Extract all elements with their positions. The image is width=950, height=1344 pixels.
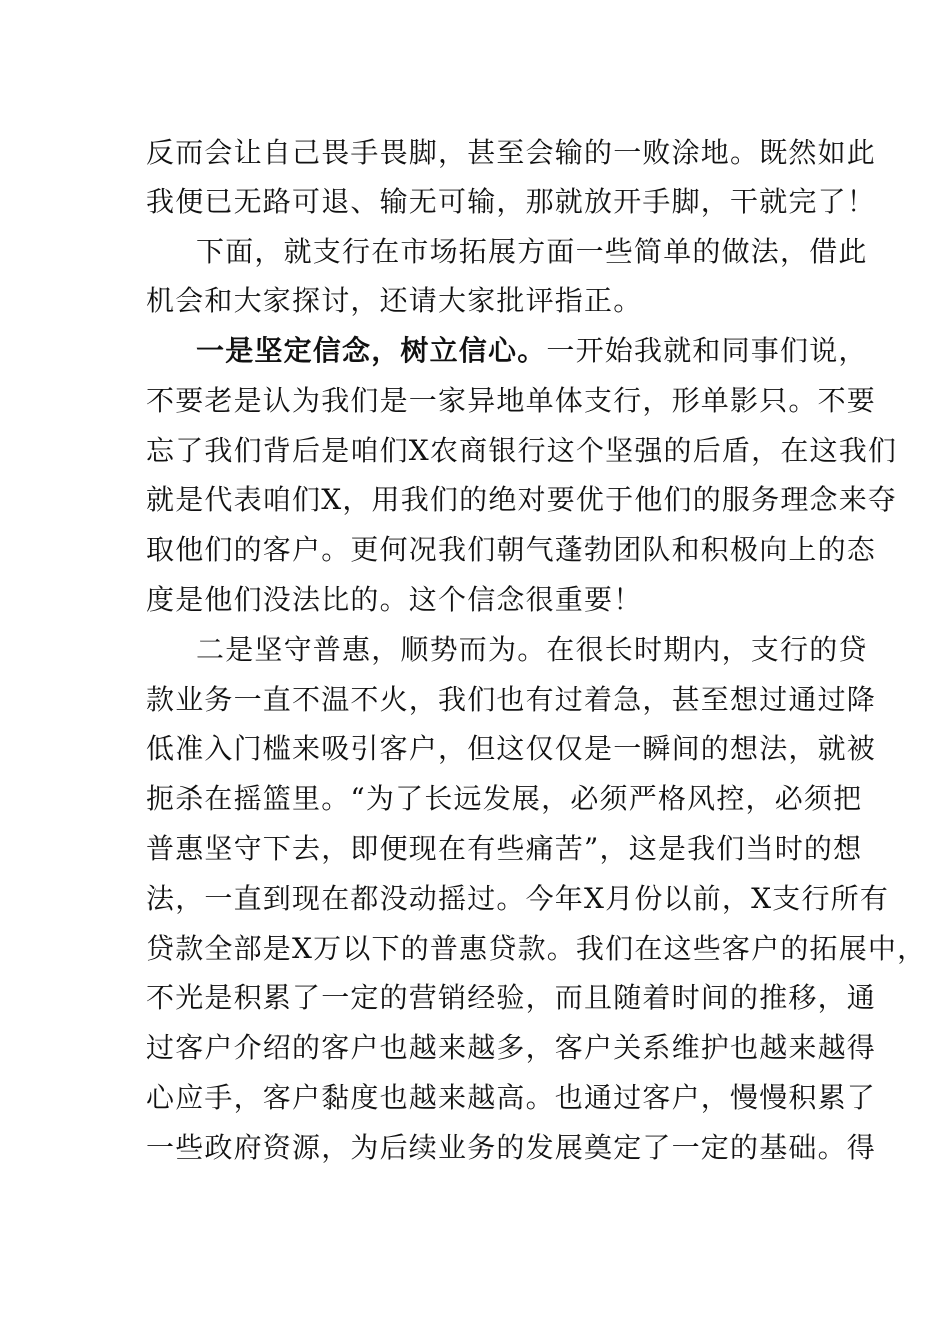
- text-line: 款业务一直不温不火，我们也有过着急，甚至想过通过降: [146, 683, 877, 716]
- text-line: 不光是积累了一定的营销经验，而且随着时间的推移，通: [146, 981, 877, 1014]
- text-line: 贷款全部是X万以下的普惠贷款。我们在这些客户的拓展中，: [146, 932, 927, 965]
- text-line: 就是代表咱们X，用我们的绝对要优于他们的服务理念来夺: [146, 483, 898, 516]
- text-line: 扼杀在摇篮里。“为了长远发展，必须严格风控，必须把: [146, 782, 863, 815]
- text-line: 不要老是认为我们是一家异地单体支行，形单影只。不要: [146, 384, 877, 417]
- text-line: 法，一直到现在都没动摇过。今年X月份以前，X支行所有: [146, 882, 890, 915]
- text-line: 机会和大家探讨，还请大家批评指正。: [146, 284, 643, 317]
- paragraph-start-line: 下面，就支行在市场拓展方面一些简单的做法，借此: [196, 235, 868, 268]
- text-line: 过客户介绍的客户也越来越多，客户关系维护也越来越得: [146, 1031, 877, 1064]
- text-line: 一些政府资源，为后续业务的发展奠定了一定的基础。得: [146, 1131, 877, 1164]
- text-line: 我便已无路可退、输无可输，那就放开手脚，干就完了！: [146, 185, 877, 218]
- text-line: 度是他们没法比的。这个信念很重要！: [146, 583, 643, 616]
- text-line: 忘了我们背后是咱们X农商银行这个坚强的后盾，在这我们: [146, 434, 898, 467]
- paragraph-start-line: [196, 331, 876, 371]
- text-line-rest: 一开始我就和同事们说，: [546, 334, 868, 367]
- bold-lead-text: 一是坚定信念，树立信心。: [196, 334, 547, 367]
- text-line: 普惠坚守下去，即便现在有些痛苦”，这是我们当时的想: [146, 832, 863, 865]
- text-line: 反而会让自己畏手畏脚，甚至会输的一败涂地。既然如此: [146, 136, 877, 169]
- paragraph-start-line: 二是坚守普惠，顺势而为。在很长时期内，支行的贷: [196, 633, 868, 666]
- text-line: 心应手，客户黏度也越来越高。也通过客户，慢慢积累了: [146, 1081, 877, 1114]
- text-line: 取他们的客户。更何况我们朝气蓬勃团队和积极向上的态: [146, 533, 877, 566]
- text-line: 低准入门槛来吸引客户，但这仅仅是一瞬间的想法，就被: [146, 732, 877, 765]
